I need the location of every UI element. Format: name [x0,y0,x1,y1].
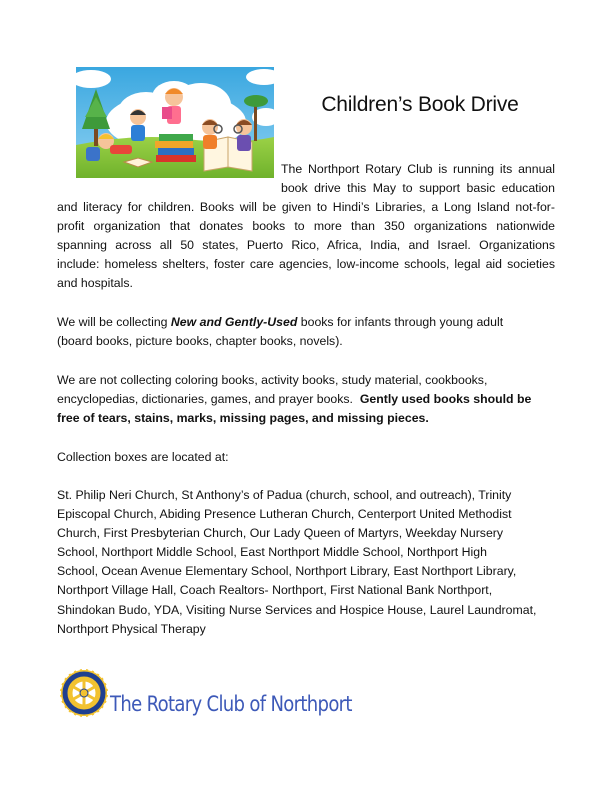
location-line: Shindokan Budo, YDA, Visiting Nurse Services and Hospice House, Laurel Laundromat, [57,602,537,617]
not-collecting-plain: encyclopedias, dictionaries, games, and prayer books. [57,392,360,407]
rotary-logo [57,666,111,720]
not-collecting-line-1: We are not collecting coloring books, activity books, study material, cookbooks, [57,373,488,387]
intro-rest-line: profit organization that donates books to more than 350 organizations nationwide [57,219,555,234]
locations-heading: Collection boxes are located at: [57,450,229,464]
condition-note: Gently used books should be [359,392,532,407]
not-collecting-line-2 [57,390,555,409]
intro-line-2: book drive this May to support basic education [281,181,555,195]
children-reading-image [76,67,274,178]
hero-illustration [76,67,274,178]
location-line: School, Ocean Avenue Elementary School, Northport Library, East Northport Library, [57,564,517,579]
collecting-line-2: (board books, picture books, chapter books, novels). [57,334,343,349]
not-collecting-paragraph [57,371,555,428]
intro-rest-line: spanning across all 50 states, Puerto Rico, Africa, India, and Israel. Organizations [57,238,555,253]
location-line: Church, First Presbyterian Church, Our Lady Queen of Martyrs, Weekday Nursery [57,526,504,541]
collecting-emphasis: New and Gently-Used [170,315,298,329]
intro-last-line: and hospitals. [57,276,133,291]
intro-paragraph [57,198,555,293]
condition-note-line-2: free of tears, stains, marks, missing pages, and missing pieces. [57,411,429,426]
collecting-prefix: We will be collecting [57,315,171,329]
intro-rest-line: and literacy for children. Books will be given to Hindi’s Libraries, a Long Island not-for- [57,200,555,214]
location-line: Northport Village Hall, Coach Realtors- Northport, First National Bank Northport, [57,583,493,598]
rotary-wheel-icon [57,666,111,720]
location-line: St. Philip Neri Church, St Anthony’s of Padua (church, school, and outreach), Trinity [57,488,512,502]
location-line: School, Northport Middle School, East Northport Middle School, Northport High [57,545,487,560]
collecting-paragraph [57,313,555,351]
location-line: Episcopal Church, Abiding Presence Lutheran Church, Centerport United Methodist [57,507,512,522]
intro-rest-line: include: homeless shelters, foster care agencies, low-income schools, legal aid societies [57,257,555,272]
locations-paragraph [57,486,555,639]
collecting-line-1 [57,313,555,332]
intro-line-1: The Northport Rotary Club is running its annual [281,162,555,176]
location-line: Northport Physical Therapy [57,621,206,636]
collecting-suffix: books for infants through young adult [297,315,504,329]
org-name: The Rotary Club of Northport [110,692,352,716]
page-title: Children’s Book Drive [321,93,519,116]
